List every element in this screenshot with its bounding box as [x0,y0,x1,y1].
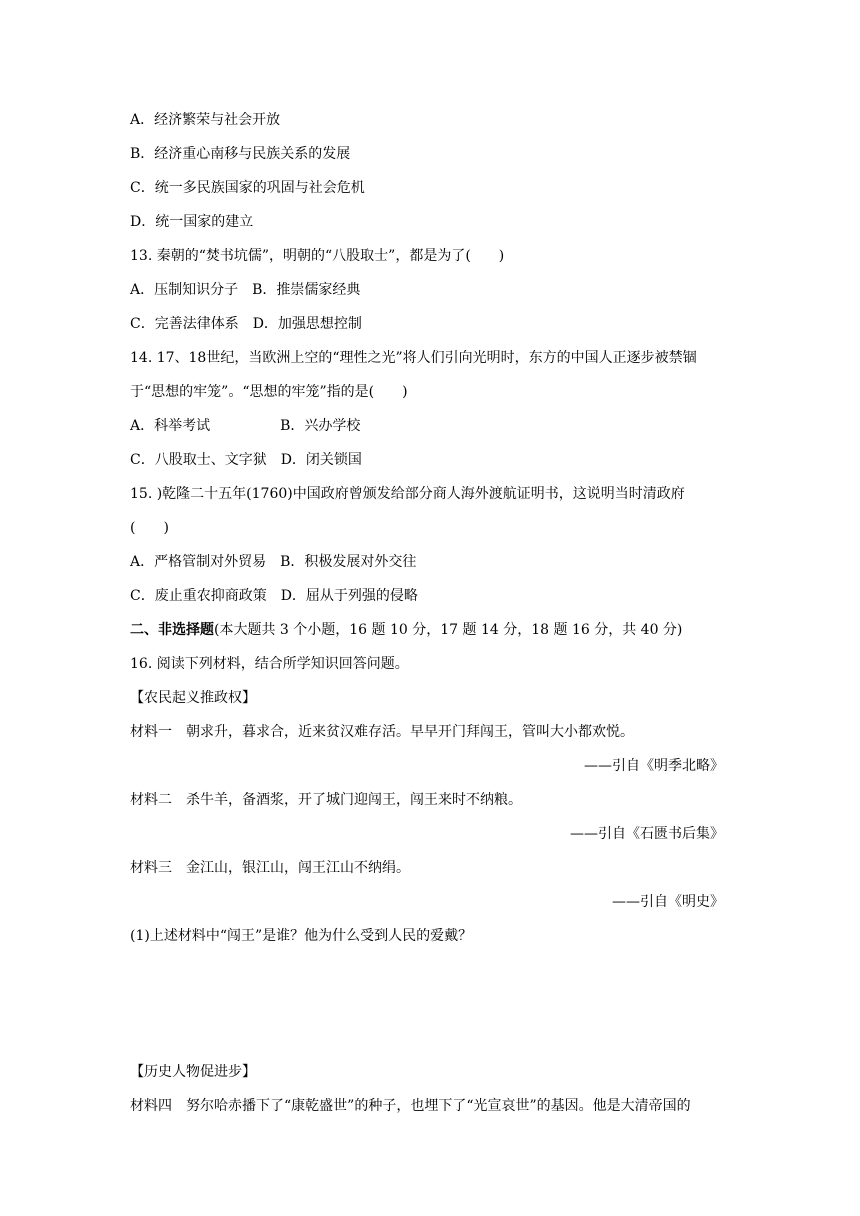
section-2-heading [130,620,682,640]
question-15-line1: 15. )乾隆二十五年(1760)中国政府曾颁发给部分商人海外渡航证明书，这说明当时清政府 [130,486,685,502]
section-2-title: 二、非选择题 [130,622,214,638]
options-q13-cd: C．完善法律体系 D．加强思想控制 [130,316,362,332]
options-q15-cd: C．废止重农抑商政策 D．屈从于列强的侵略 [130,588,418,604]
material-2: 材料二 杀牛羊，备酒浆，开了城门迎闯王，闯王来时不纳粮。 [130,792,522,808]
question-16-part-1: (1)上述材料中“闯王”是谁？他为什么受到人民的爱戴？ [130,928,473,944]
question-15-line2: ( ) [130,520,169,536]
options-q14-ab: A．科举考试 B．兴办学校 [130,418,361,434]
question-16: 16. 阅读下列材料，结合所学知识回答问题。 [130,656,409,672]
options-q15-ab: A．严格管制对外贸易 B．积极发展对外交往 [130,554,417,570]
material-1-source: ——引自《明季北略》 [584,758,724,774]
material-3: 材料三 金江山，银江山，闯王江山不纳绢。 [130,860,410,876]
option-c-q12: C．统一多民族国家的巩固与社会危机 [130,180,365,196]
material-2-source: ——引自《石匮书后集》 [570,826,724,842]
topic-historical-figures: 【历史人物促进步】 [130,1064,256,1080]
question-14-line2: 于“思想的牢笼”。“思想的牢笼”指的是( ) [130,384,408,400]
option-b-q12: B．经济重心南移与民族关系的发展 [130,146,351,162]
option-a-q12: A．经济繁荣与社会开放 [130,112,281,128]
question-14-line1: 14. 17、18世纪，当欧洲上空的“理性之光”将人们引向光明时，东方的中国人正逐步被禁锢 [130,350,697,366]
section-2-scoring: (本大题共 3 个小题，16 题 10 分，17 题 14 分，18 题 16 分，共 40 分) [214,622,683,638]
material-4: 材料四 努尔哈赤播下了“康乾盛世”的种子，也埋下了“光宣哀世”的基因。他是大清帝国的 [130,1098,691,1114]
options-q13-ab: A．压制知识分子 B．推崇儒家经典 [130,282,361,298]
options-q14-cd: C．八股取士、文字狱 D．闭关锁国 [130,452,362,468]
material-3-source: ——引自《明史》 [612,894,724,910]
question-13: 13. 秦朝的“焚书坑儒”，明朝的“八股取士”，都是为了( ) [130,248,505,264]
option-d-q12: D．统一国家的建立 [130,214,254,230]
material-1: 材料一 朝求升，暮求合，近来贫汉难存活。早早开门拜闯王，管叫大小都欢悦。 [130,724,634,740]
topic-peasant-uprising: 【农民起义推政权】 [130,690,256,706]
